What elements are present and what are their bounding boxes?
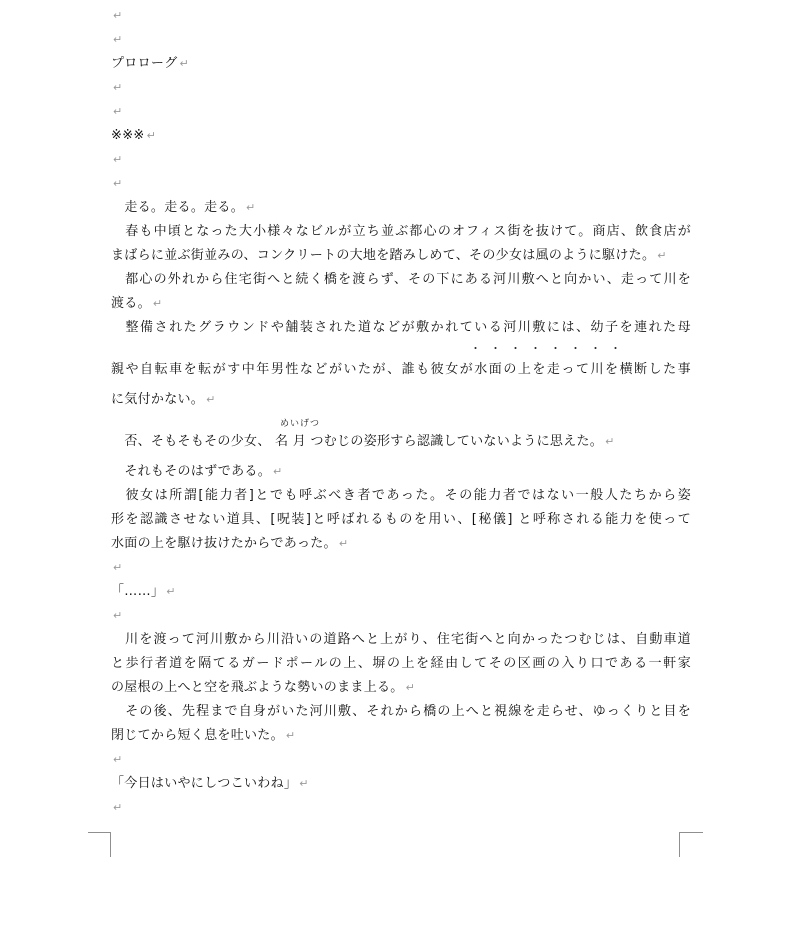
- empty-paragraph: [111, 748, 691, 772]
- crop-mark-bottom-right: [679, 832, 703, 833]
- paragraph-mark-icon: [206, 393, 216, 406]
- paragraph-line: まばらに並ぶ街並みの、コンクリートの大地を踏みしめて、その少女は風のように駆けた。 ↵: [111, 244, 691, 268]
- paragraph-mark-icon: [113, 105, 123, 118]
- paragraph-line: の屋根の上へと空を飛ぶような勢いのまま上る。 ↵: [111, 676, 691, 700]
- paragraph-mark-icon: [657, 249, 667, 262]
- paragraph-line: 都心の外れから住宅街へと続く橋を渡らず、その下にある河川敷へと向かい、走って川を: [125, 272, 691, 287]
- empty-paragraph: [111, 4, 691, 28]
- paragraph-mark-icon: [153, 297, 163, 310]
- empty-paragraph: [111, 556, 691, 580]
- paragraph-mark-icon: [147, 129, 157, 142]
- empty-paragraph: [111, 172, 691, 196]
- paragraph-line: 走る。走る。走る。 ↵: [111, 196, 691, 220]
- paragraph-mark-icon: [299, 777, 309, 790]
- emphasis-dots: ・・・・・・・・: [470, 342, 630, 355]
- paragraph-mark-icon: [113, 609, 123, 622]
- paragraph-mark-icon: [273, 465, 283, 478]
- dialogue-line: 「今日はいやにしつこいわね」 ↵: [111, 772, 691, 796]
- scene-separator: ※※※ ↵: [111, 124, 691, 148]
- paragraph-mark-icon: [339, 537, 349, 550]
- paragraph-mark-icon: [113, 9, 123, 22]
- paragraph-line: 親や自転車を転がす中年男性などがいたが、誰も彼女が水面の上を走って川を横断した事: [111, 362, 691, 377]
- paragraph-line: 川を渡って河川敷から川沿いの道路へと上がり、住宅街へと向かったつむじは、自動車道: [125, 632, 691, 647]
- empty-paragraph: [111, 796, 691, 820]
- paragraph-line: 整備されたグラウンドや舗装された道などが敷かれている河川敷には、幼子を連れた母: [125, 320, 691, 335]
- paragraph-mark-icon: [180, 57, 190, 70]
- empty-paragraph: [111, 100, 691, 124]
- crop-mark-bottom-left: [110, 832, 111, 857]
- paragraph-line: それもそのはずである。 ↵: [111, 460, 691, 484]
- paragraph-mark-icon: [113, 753, 123, 766]
- paragraph-mark-icon: [113, 561, 123, 574]
- paragraph-line: と歩行者道を隔てるガードポールの上、塀の上を経由してその区画の入り口である一軒家: [111, 656, 691, 671]
- paragraph-mark-icon: [406, 681, 416, 694]
- paragraph-line: 渡る。 ↵: [111, 292, 691, 316]
- paragraph-mark-icon: [605, 435, 615, 448]
- paragraph-mark-icon: [166, 585, 176, 598]
- crop-mark-bottom-left: [88, 832, 111, 833]
- paragraph-line: 彼女は所謂[能力者]とでも呼ぶべき者であった。その能力者ではない一般人たちから姿: [125, 488, 691, 503]
- empty-paragraph: [111, 604, 691, 628]
- paragraph-line: 春も中頃となった大小様々なビルが立ち並ぶ都心のオフィス街を抜けて。商店、飲食店が: [125, 224, 691, 239]
- paragraph-line: 否、そもそもその少女、 名 月 つむじの姿形すら認識していないように思えた。 ↵: [111, 430, 691, 454]
- chapter-title: プロローグ ↵: [111, 52, 691, 76]
- empty-paragraph: [111, 76, 691, 100]
- crop-mark-bottom-right: [679, 832, 680, 857]
- ruby-annotation: めいげつ: [280, 419, 321, 429]
- empty-paragraph: [111, 28, 691, 52]
- paragraph-mark-icon: [246, 201, 256, 214]
- paragraph-line: 形を認識させない道具、[呪装]と呼ばれるものを用い、[秘儀] と呼称される能力を使って: [111, 512, 691, 527]
- paragraph-mark-icon: [113, 153, 123, 166]
- paragraph-line: その後、先程まで自身がいた河川敷、それから橋の上へと視線を走らせ、ゆっくりと目を: [125, 704, 691, 719]
- paragraph-mark-icon: [113, 33, 123, 46]
- empty-paragraph: [111, 148, 691, 172]
- paragraph-line: に気付かない。 ↵: [111, 388, 691, 412]
- dialogue-line: 「……」 ↵: [111, 580, 691, 604]
- paragraph-line: 閉じてから短く息を吐いた。 ↵: [111, 724, 691, 748]
- paragraph-mark-icon: [113, 81, 123, 94]
- paragraph-mark-icon: [286, 729, 296, 742]
- paragraph-mark-icon: [113, 177, 123, 190]
- paragraph-line: 水面の上を駆け抜けたからであった。 ↵: [111, 532, 691, 556]
- paragraph-mark-icon: [113, 801, 123, 814]
